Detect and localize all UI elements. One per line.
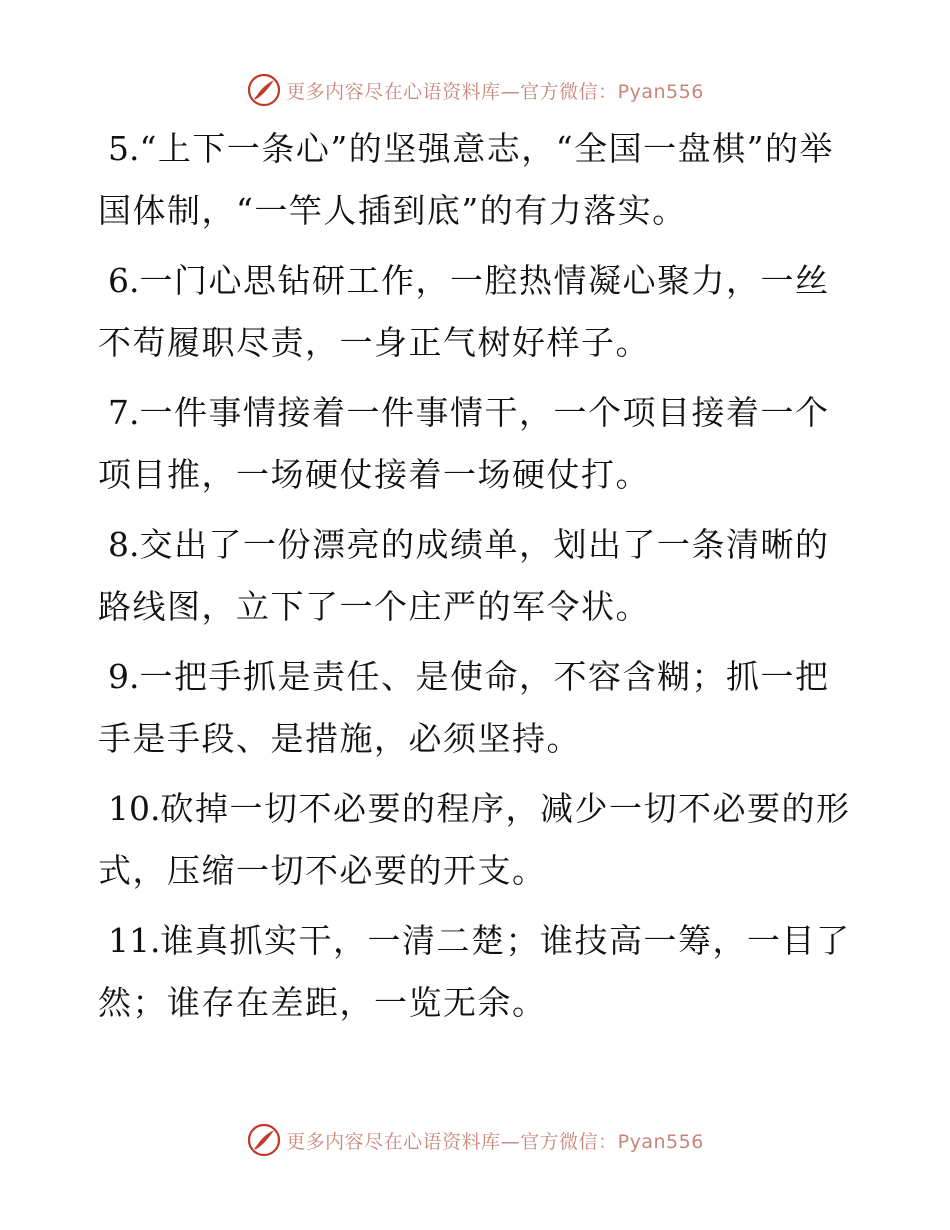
header-watermark bbox=[0, 70, 950, 110]
quill-seal-logo-icon bbox=[246, 72, 282, 108]
list-item bbox=[98, 118, 858, 242]
item-text: 一把手抓是责任、是使命，不容含糊；抓一把手是手段、是措施，必须坚持。 bbox=[98, 657, 830, 758]
item-text: 一件事情接着一件事情干，一个项目接着一个项目推，一场硬仗接着一场硬仗打。 bbox=[98, 393, 830, 494]
item-text: 交出了一份漂亮的成绩单，划出了一条清晰的路线图，立下了一个庄严的军令状。 bbox=[98, 525, 830, 626]
list-item bbox=[98, 382, 858, 506]
item-number: 7. bbox=[108, 393, 140, 432]
item-text: “上下一条心”的坚强意志，“全国一盘棋”的举国体制，“一竿人插到底”的有力落实。 bbox=[98, 129, 834, 230]
item-text: 谁真抓实干，一清二楚；谁技高一筹，一目了然；谁存在差距，一览无余。 bbox=[98, 921, 851, 1022]
item-text: 一门心思钻研工作，一腔热情凝心聚力，一丝不苟履职尽责，一身正气树好样子。 bbox=[98, 261, 830, 362]
watermark-text: 更多内容尽在心语资料库—官方微信：Pyan556 bbox=[286, 80, 704, 103]
list-item bbox=[98, 514, 858, 638]
item-text: 砍掉一切不必要的程序，减少一切不必要的形式，压缩一切不必要的开支。 bbox=[98, 789, 851, 890]
list-item bbox=[98, 250, 858, 374]
item-number: 9. bbox=[108, 657, 140, 696]
list-item bbox=[98, 646, 858, 770]
item-number: 5. bbox=[108, 129, 140, 168]
list-item bbox=[98, 778, 858, 902]
item-number: 11. bbox=[108, 921, 161, 960]
quill-seal-logo-icon bbox=[246, 1122, 282, 1158]
item-number: 6. bbox=[108, 261, 140, 300]
document-body bbox=[98, 118, 858, 1042]
item-number: 8. bbox=[108, 525, 140, 564]
footer-watermark bbox=[0, 1120, 950, 1160]
watermark-text: 更多内容尽在心语资料库—官方微信：Pyan556 bbox=[286, 1130, 704, 1153]
list-item bbox=[98, 910, 858, 1034]
item-number: 10. bbox=[108, 789, 161, 828]
